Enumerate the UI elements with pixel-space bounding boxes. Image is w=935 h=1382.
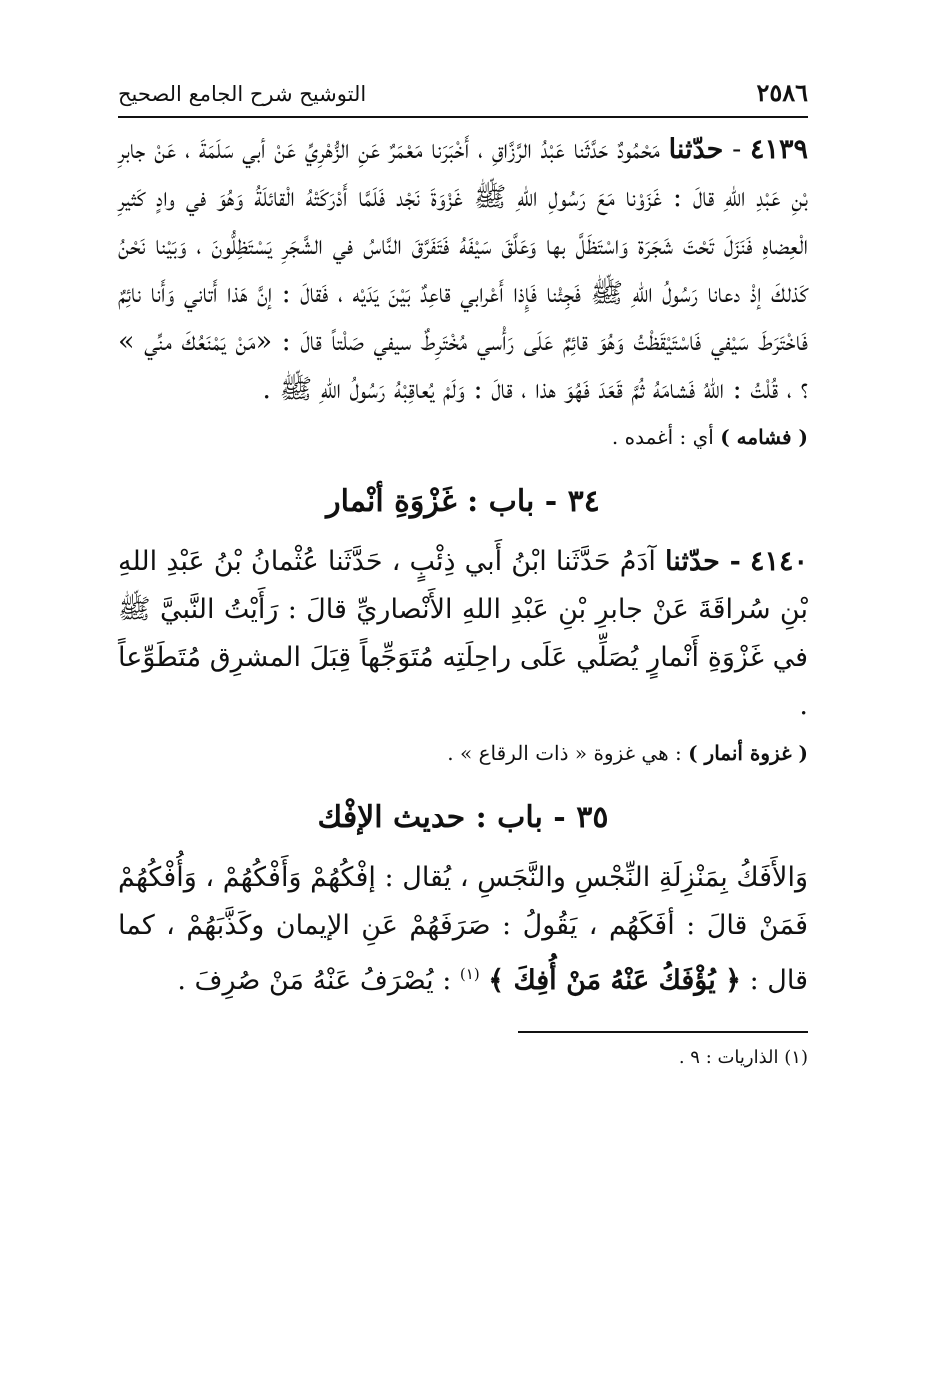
hadith-text: آدَمُ حَدَّثَنا ابْنُ أَبي ذِئْبٍ ، حَدَّثَنا عُثْمانُ بْنُ عَبْدِ اللهِ بْنِ سُراقَةَ عَنْ جابرِ بْنِ عَبْدِ اللهِ الأَنْصاريِّ قالَ : رَأَيْتُ النَّبيَّ ﷺ في غَزْوَةِ أَنْمارٍ يُصَلِّي عَلَى راحِلَتِه مُتَوَجِّهاً قِبَلَ المشرِق مُتَطَوِّعاً . — [118, 546, 808, 721]
note-text: أي : أغمده . — [611, 425, 714, 449]
chapter-heading-35: ٣٥ - باب : حديث الإفْك — [317, 800, 609, 835]
note-fashamahu — [118, 420, 808, 454]
ifk-tail: : يُصْرَفُ عَنْهُ مَنْ صُرِفَ . — [177, 965, 452, 996]
running-title: التوشيح شرح الجامع الصحيح — [118, 82, 367, 106]
hadith-text: مَحْمُودٌ حَدَّثَنا عَبْدُ الرَّزَّاقِ ، أَخْبَرَنا مَعْمَرٌ عَنِ الزُّهْرِيِّ عَنْ أبي سَلَمَةَ ، عَنْ جابرِ بْنِ عَبْدِ اللهِ قالَ : غَزَوْنا مَعَ رَسُولِ اللهِ ﷺ غَزْوَةَ نَجْد فَلَمَّا أَدْرَكَتْهُ الْقائلَةُ وَهُوَ في وادٍ كَثيرِ الْعِضاهِ فَنَزَلَ تَحْتَ شَجَرَة وَاسْتَظَلَّ بها وَعَلَّقَ سَيْفَهُ فَتَفَرَّقَ النَّاسُ في الشَّجَرِ يَسْتَظِلُّونَ ، وَبَيْنا نَحْنُ كَذلكَ إذْ دعانا رَسُولُ اللهِ ﷺ فَجِئْنا فَإِذا أَعْرابي قاعِدٌ بَيْنَ يَدَيْه ، فَقالَ : إنَّ هَذا أَتاني وَأَنا نائِمٌ فَاخْتَرَطَ سَيْفي فَاسْتَيْقَظْتُ وَهُوَ قائِمٌ عَلَى رَأْسي مُخْتَرِطٌ سيفي صَلْتاً قالَ : «مَنْ يَمْنَعُكَ منِّي » ؟ ، قُلْتُ : اللهُ فَشامَهُ ثُمَّ قَعَدَ فَهُوَ هذا ، قالَ : وَلَمْ يُعاقِبْهُ رَسُولُ اللهِ ﷺ . — [118, 134, 808, 405]
hadith-4139: ٤١٣٩ - حدّثنا مَحْمُودٌ حَدَّثَنا عَبْدُ الرَّزَّاقِ ، أَخْبَرَنا مَعْمَرٌ عَنِ الزُّهْرِيِّ عَنْ أبي سَلَمَةَ ، عَنْ جابرِ بْنِ عَبْدِ اللهِ قالَ : غَزَوْنا مَعَ رَسُولِ اللهِ ﷺ غَزْوَةَ نَجْد فَلَمَّا أَدْرَكَتْهُ الْقائلَةُ وَهُوَ في وادٍ كَثيرِ الْعِضاهِ فَنَزَلَ تَحْتَ شَجَرَة وَاسْتَظَلَّ بها وَعَلَّقَ سَيْفَهُ فَتَفَرَّقَ النَّاسُ في الشَّجَرِ يَسْتَظِلُّونَ ، وَبَيْنا نَحْنُ كَذلكَ إذْ دعانا رَسُولُ اللهِ ﷺ فَجِئْنا فَإِذا أَعْرابي قاعِدٌ بَيْنَ يَدَيْه ، فَقالَ : إنَّ هَذا أَتاني وَأَنا نائِمٌ فَاخْتَرَطَ سَيْفي فَاسْتَيْقَظْتُ وَهُوَ قائِمٌ عَلَى رَأْسي مُخْتَرِطٌ سيفي صَلْتاً قالَ : «مَنْ يَمْنَعُكَ منِّي » ؟ ، قُلْتُ : اللهُ فَشامَهُ ثُمَّ قَعَدَ فَهُوَ هذا ، قالَ : وَلَمْ يُعاقِبْهُ رَسُولُ اللهِ ﷺ . — [118, 134, 808, 405]
document-page — [118, 78, 808, 1073]
hadith-4140 — [118, 538, 808, 730]
ifk-text: وَالأَفَكُ بِمَنْزِلَةِ النِّجْسِ والنَّجَسِ ، يُقال : إفْكُهُمْ وَأَفْكُهُمْ ، وَأُفْكُهُمْ فَمَنْ قالَ : أفَكَهُم ، يَقُولُ : صَرَفَهُمْ عَنِ الإيمان وكَذَّبَهُمْ ، كما قال : — [118, 862, 808, 996]
hadith-lead: حدّثنا — [668, 134, 724, 165]
footnote-ref: (١) — [459, 965, 480, 983]
hadith-number: ٤١٣٩ — [749, 134, 808, 165]
hadith-lead: - حدّثنا — [665, 546, 741, 577]
quran-verse: ﴿ يُؤْفَكُ عَنْهُ مَنْ أُفِكَ ﴾ — [488, 965, 741, 996]
chapter-heading-34: ٣٤ - باب : غَزْوَةِ أنْمار — [326, 484, 600, 519]
note-term: ( غزوة أنمار ) — [688, 741, 808, 765]
hadith-number: ٤١٤٠ — [749, 546, 808, 577]
note-text: : هي غزوة « ذات الرقاع » . — [447, 741, 682, 765]
page-number: ٢٥٨٦ — [756, 78, 808, 107]
footnote-divider — [518, 1031, 808, 1033]
note-term: ( فشامه ) — [720, 425, 808, 449]
note-anmar — [118, 736, 808, 770]
page-header — [118, 78, 808, 118]
footnote: (١) الذاريات : ٩ . — [678, 1047, 808, 1068]
ifk-paragraph — [118, 854, 808, 1005]
